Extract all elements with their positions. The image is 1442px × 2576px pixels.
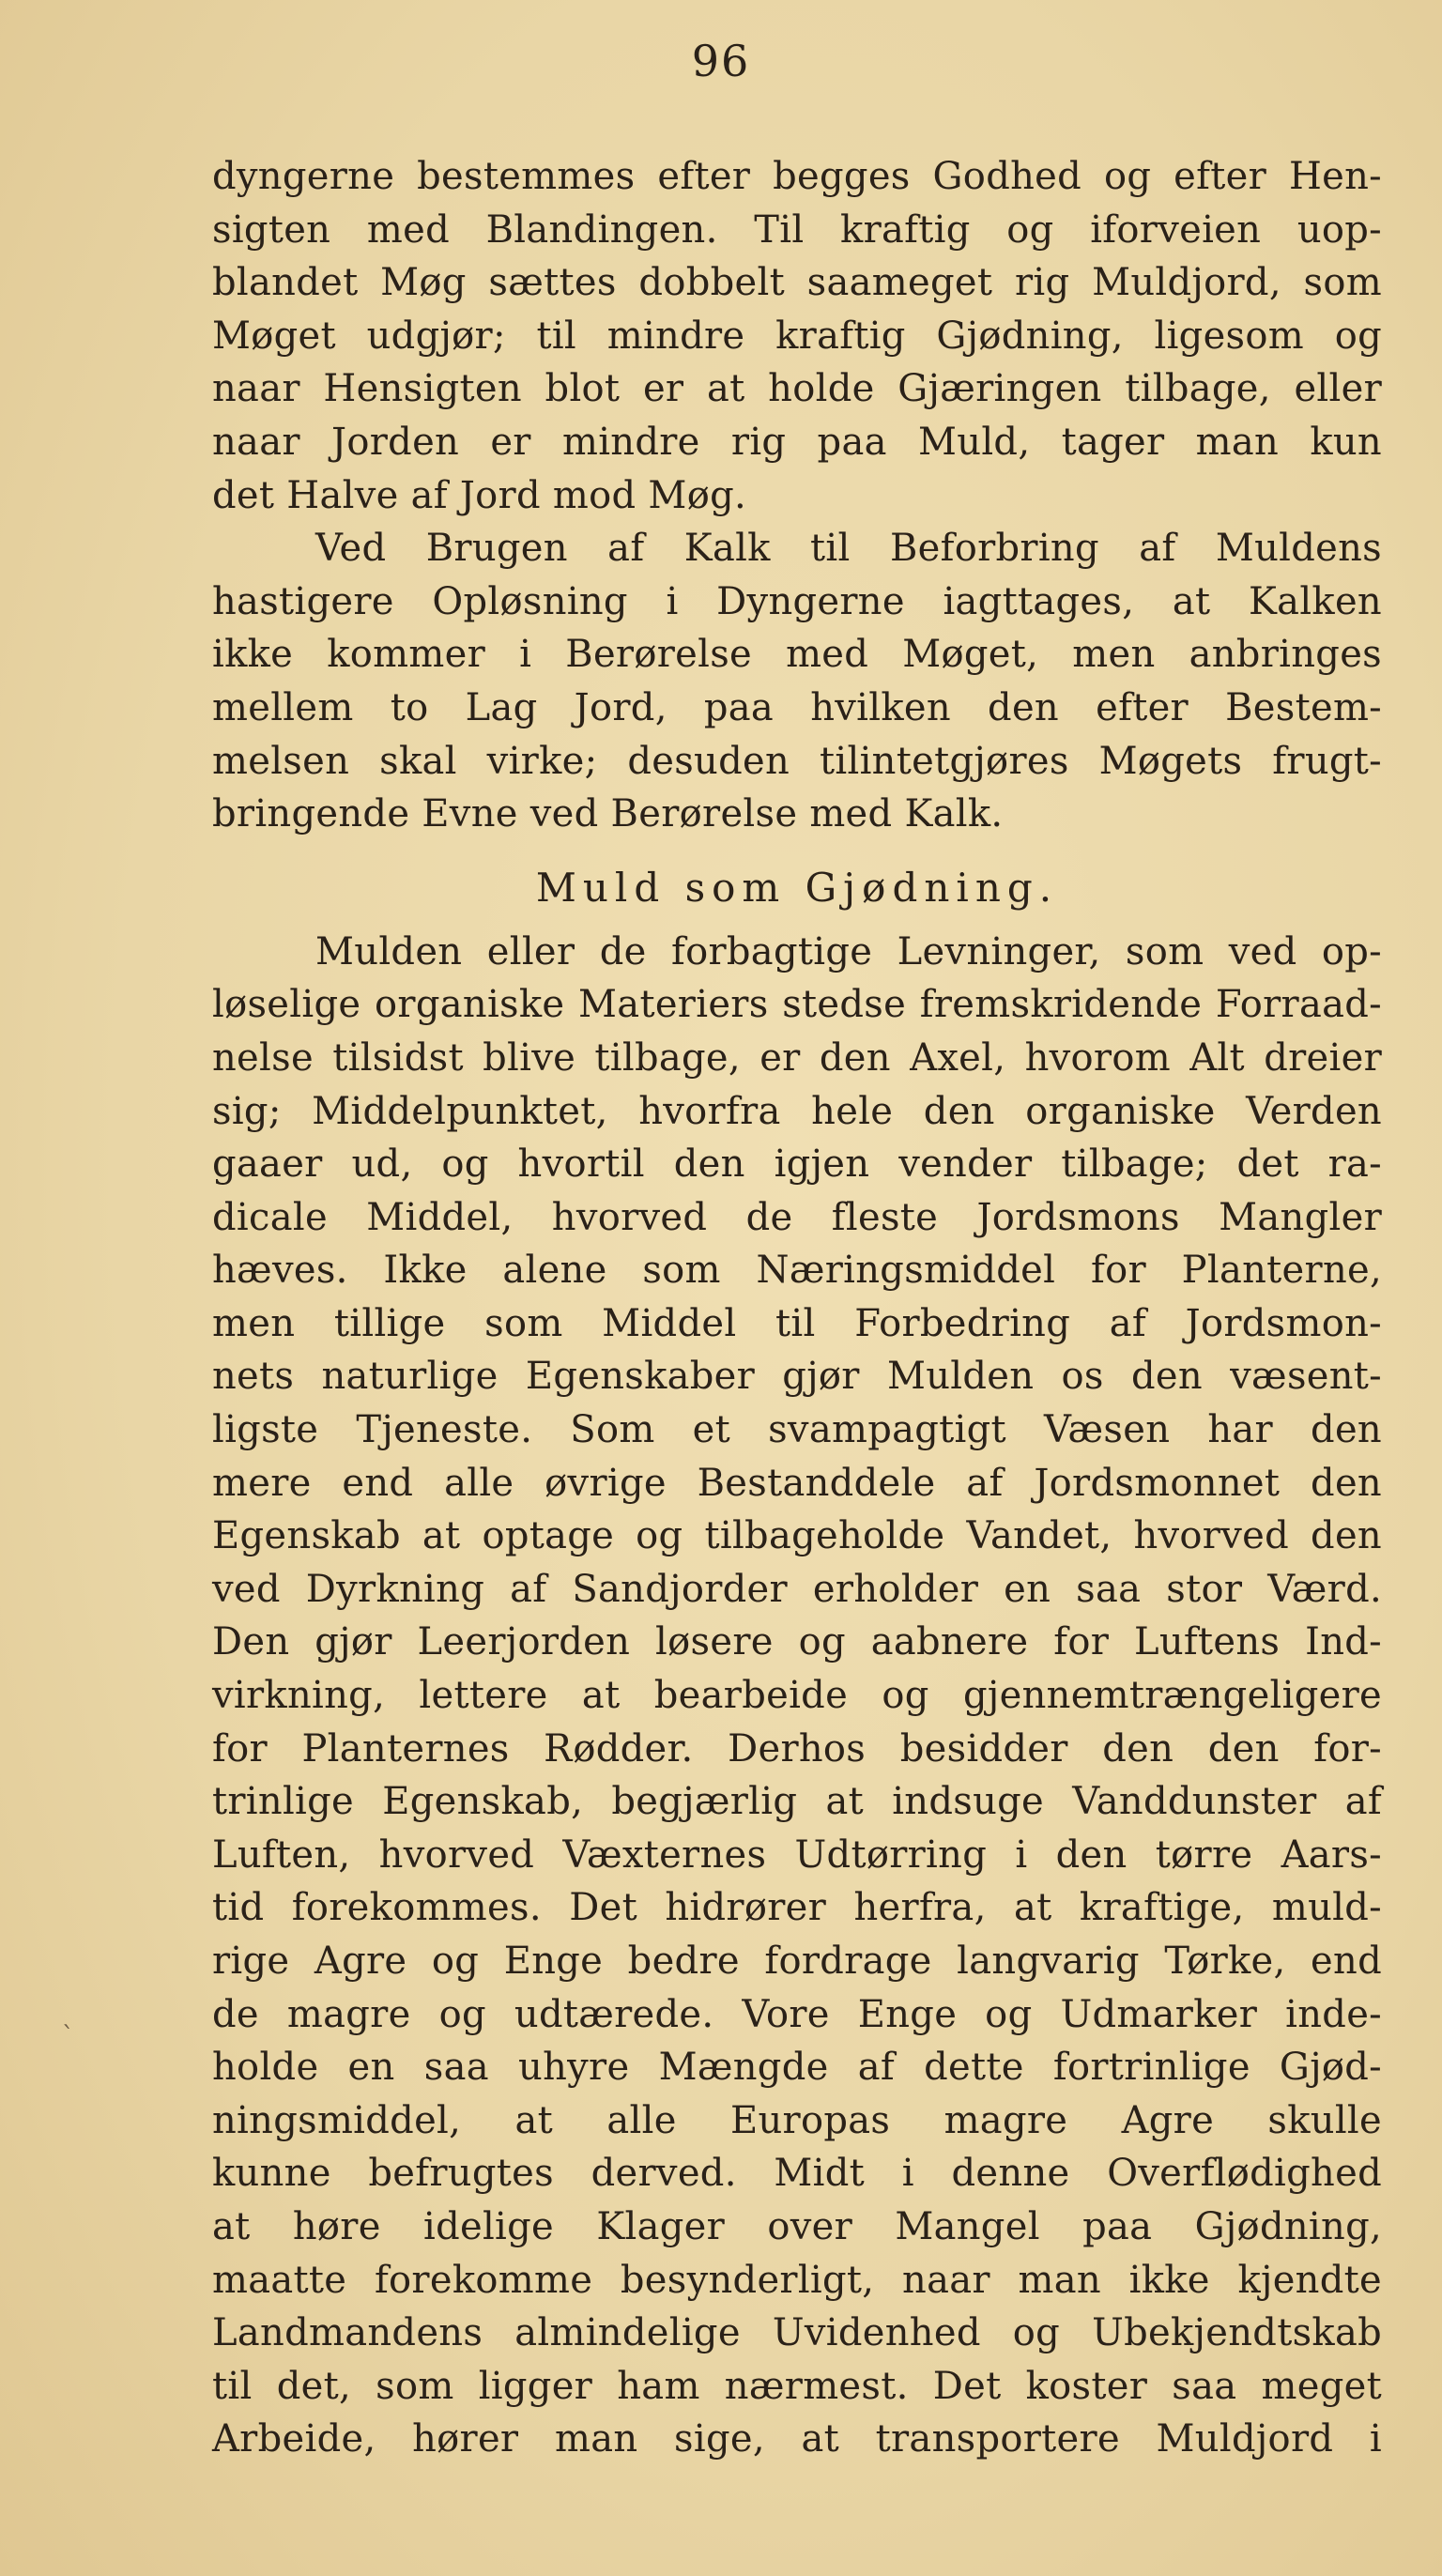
- paragraph-1: [212, 150, 1382, 522]
- text-line: naar Hensigten blot er at holde Gjæringen tilbage, eller: [212, 367, 1382, 411]
- text-line: Møget udgjør; til mindre kraftig Gjødning, ligesom og: [212, 314, 1382, 358]
- text-line: Egenskab at optage og tilbageholde Vandet, hvorved den: [212, 1514, 1382, 1558]
- text-line: Landmandens almindelige Uvidenhed og Ubekjendtskab: [212, 2311, 1382, 2355]
- text-line: Arbeide, hører man sige, at transportere Muldjord i: [212, 2417, 1382, 2461]
- text-line: til det, som ligger ham nærmest. Det koster saa meget: [212, 2364, 1382, 2408]
- text-line: dicale Middel, hvorved de fleste Jordsmons Mangler: [212, 1195, 1382, 1239]
- text-line: mere end alle øvrige Bestanddele af Jordsmonnet den: [212, 1461, 1382, 1505]
- body-text: [212, 150, 1382, 2466]
- text-line: melsen skal virke; desuden tilintetgjøres Møgets frugt-: [212, 739, 1382, 783]
- text-line: holde en saa uhyre Mængde af dette fortrinlige Gjød-: [212, 2046, 1382, 2090]
- text-line: kunne befrugtes derved. Midt i denne Overflødighed: [212, 2152, 1382, 2196]
- text-line: men tillige som Middel til Forbedring af Jordsmon-: [212, 1301, 1382, 1345]
- text-line: sigten med Blandingen. Til kraftig og iforveien uop-: [212, 207, 1382, 252]
- text-line: ikke kommer i Berørelse med Møget, men anbringes: [212, 633, 1382, 677]
- text-line: sig; Middelpunktet, hvorfra hele den organiske Verden: [212, 1089, 1382, 1133]
- text-line: dyngerne bestemmes efter begges Godhed og efter Hen-: [212, 155, 1382, 198]
- text-line: naar Jorden er mindre rig paa Muld, tager man kun: [212, 420, 1382, 464]
- text-line: de magre og udtærede. Vore Enge og Udmarker inde-: [212, 1992, 1382, 2036]
- text-line: mellem to Lag Jord, paa hvilken den efter Bestem-: [212, 685, 1382, 729]
- text-line: Ved Brugen af Kalk til Beforbring af Muldens: [315, 527, 1382, 571]
- text-line: løselige organiske Materiers stedse fremskridende Forraad-: [212, 983, 1382, 1027]
- text-line: hæves. Ikke alene som Næringsmiddel for Planterne,: [212, 1249, 1382, 1293]
- text-line: det Halve af Jord mod Møg.: [212, 473, 746, 517]
- text-line: ligste Tjeneste. Som et svampagtigt Væsen har den: [212, 1408, 1382, 1452]
- stray-ink-mark: `: [62, 2022, 74, 2050]
- text-line: hastigere Opløsning i Dyngerne iagttages, at Kalken: [212, 579, 1382, 623]
- text-line: blandet Møg sættes dobbelt saameget rig Muldjord, som: [212, 261, 1382, 305]
- text-line: Den gjør Leerjorden løsere og aabnere for Luftens Ind-: [212, 1620, 1382, 1664]
- paragraph-2: [212, 522, 1382, 841]
- text-line: at høre idelige Klager over Mangel paa Gjødning,: [212, 2204, 1382, 2248]
- text-line: nets naturlige Egenskaber gjør Mulden os den væsent-: [212, 1355, 1382, 1399]
- text-line: maatte forekomme besynderligt, naar man ikke kjendte: [212, 2258, 1382, 2302]
- paragraph-3: [212, 926, 1382, 2466]
- text-line: nelse tilsidst blive tilbage, er den Axel, hvorom Alt dreier: [212, 1035, 1382, 1080]
- section-heading: Muld som Gjødning.: [535, 864, 1059, 911]
- text-line: Luften, hvorved Væxternes Udtørring i den tørre Aars-: [212, 1832, 1382, 1877]
- text-line: gaaer ud, og hvortil den igjen vender tilbage; det ra-: [212, 1142, 1382, 1187]
- text-line: virkning, lettere at bearbeide og gjennemtrængeligere: [212, 1674, 1382, 1718]
- text-line: bringende Evne ved Berørelse med Kalk.: [212, 792, 1004, 836]
- text-line: for Planternes Rødder. Derhos besidder den den for-: [212, 1726, 1382, 1771]
- text-line: Mulden eller de forbagtige Levninger, som ved op-: [315, 929, 1382, 974]
- text-line: ved Dyrkning af Sandjorder erholder en saa stor Værd.: [212, 1567, 1382, 1611]
- text-line: ningsmiddel, at alle Europas magre Agre skulle: [212, 2098, 1382, 2142]
- text-line: trinlige Egenskab, begjærlig at indsuge Vanddunster af: [212, 1780, 1382, 1824]
- page-number: 96: [691, 36, 751, 86]
- text-line: rige Agre og Enge bedre fordrage langvarig Tørke, end: [212, 1940, 1382, 1983]
- text-line: tid forekommes. Det hidrører herfra, at kraftige, muld-: [212, 1886, 1382, 1930]
